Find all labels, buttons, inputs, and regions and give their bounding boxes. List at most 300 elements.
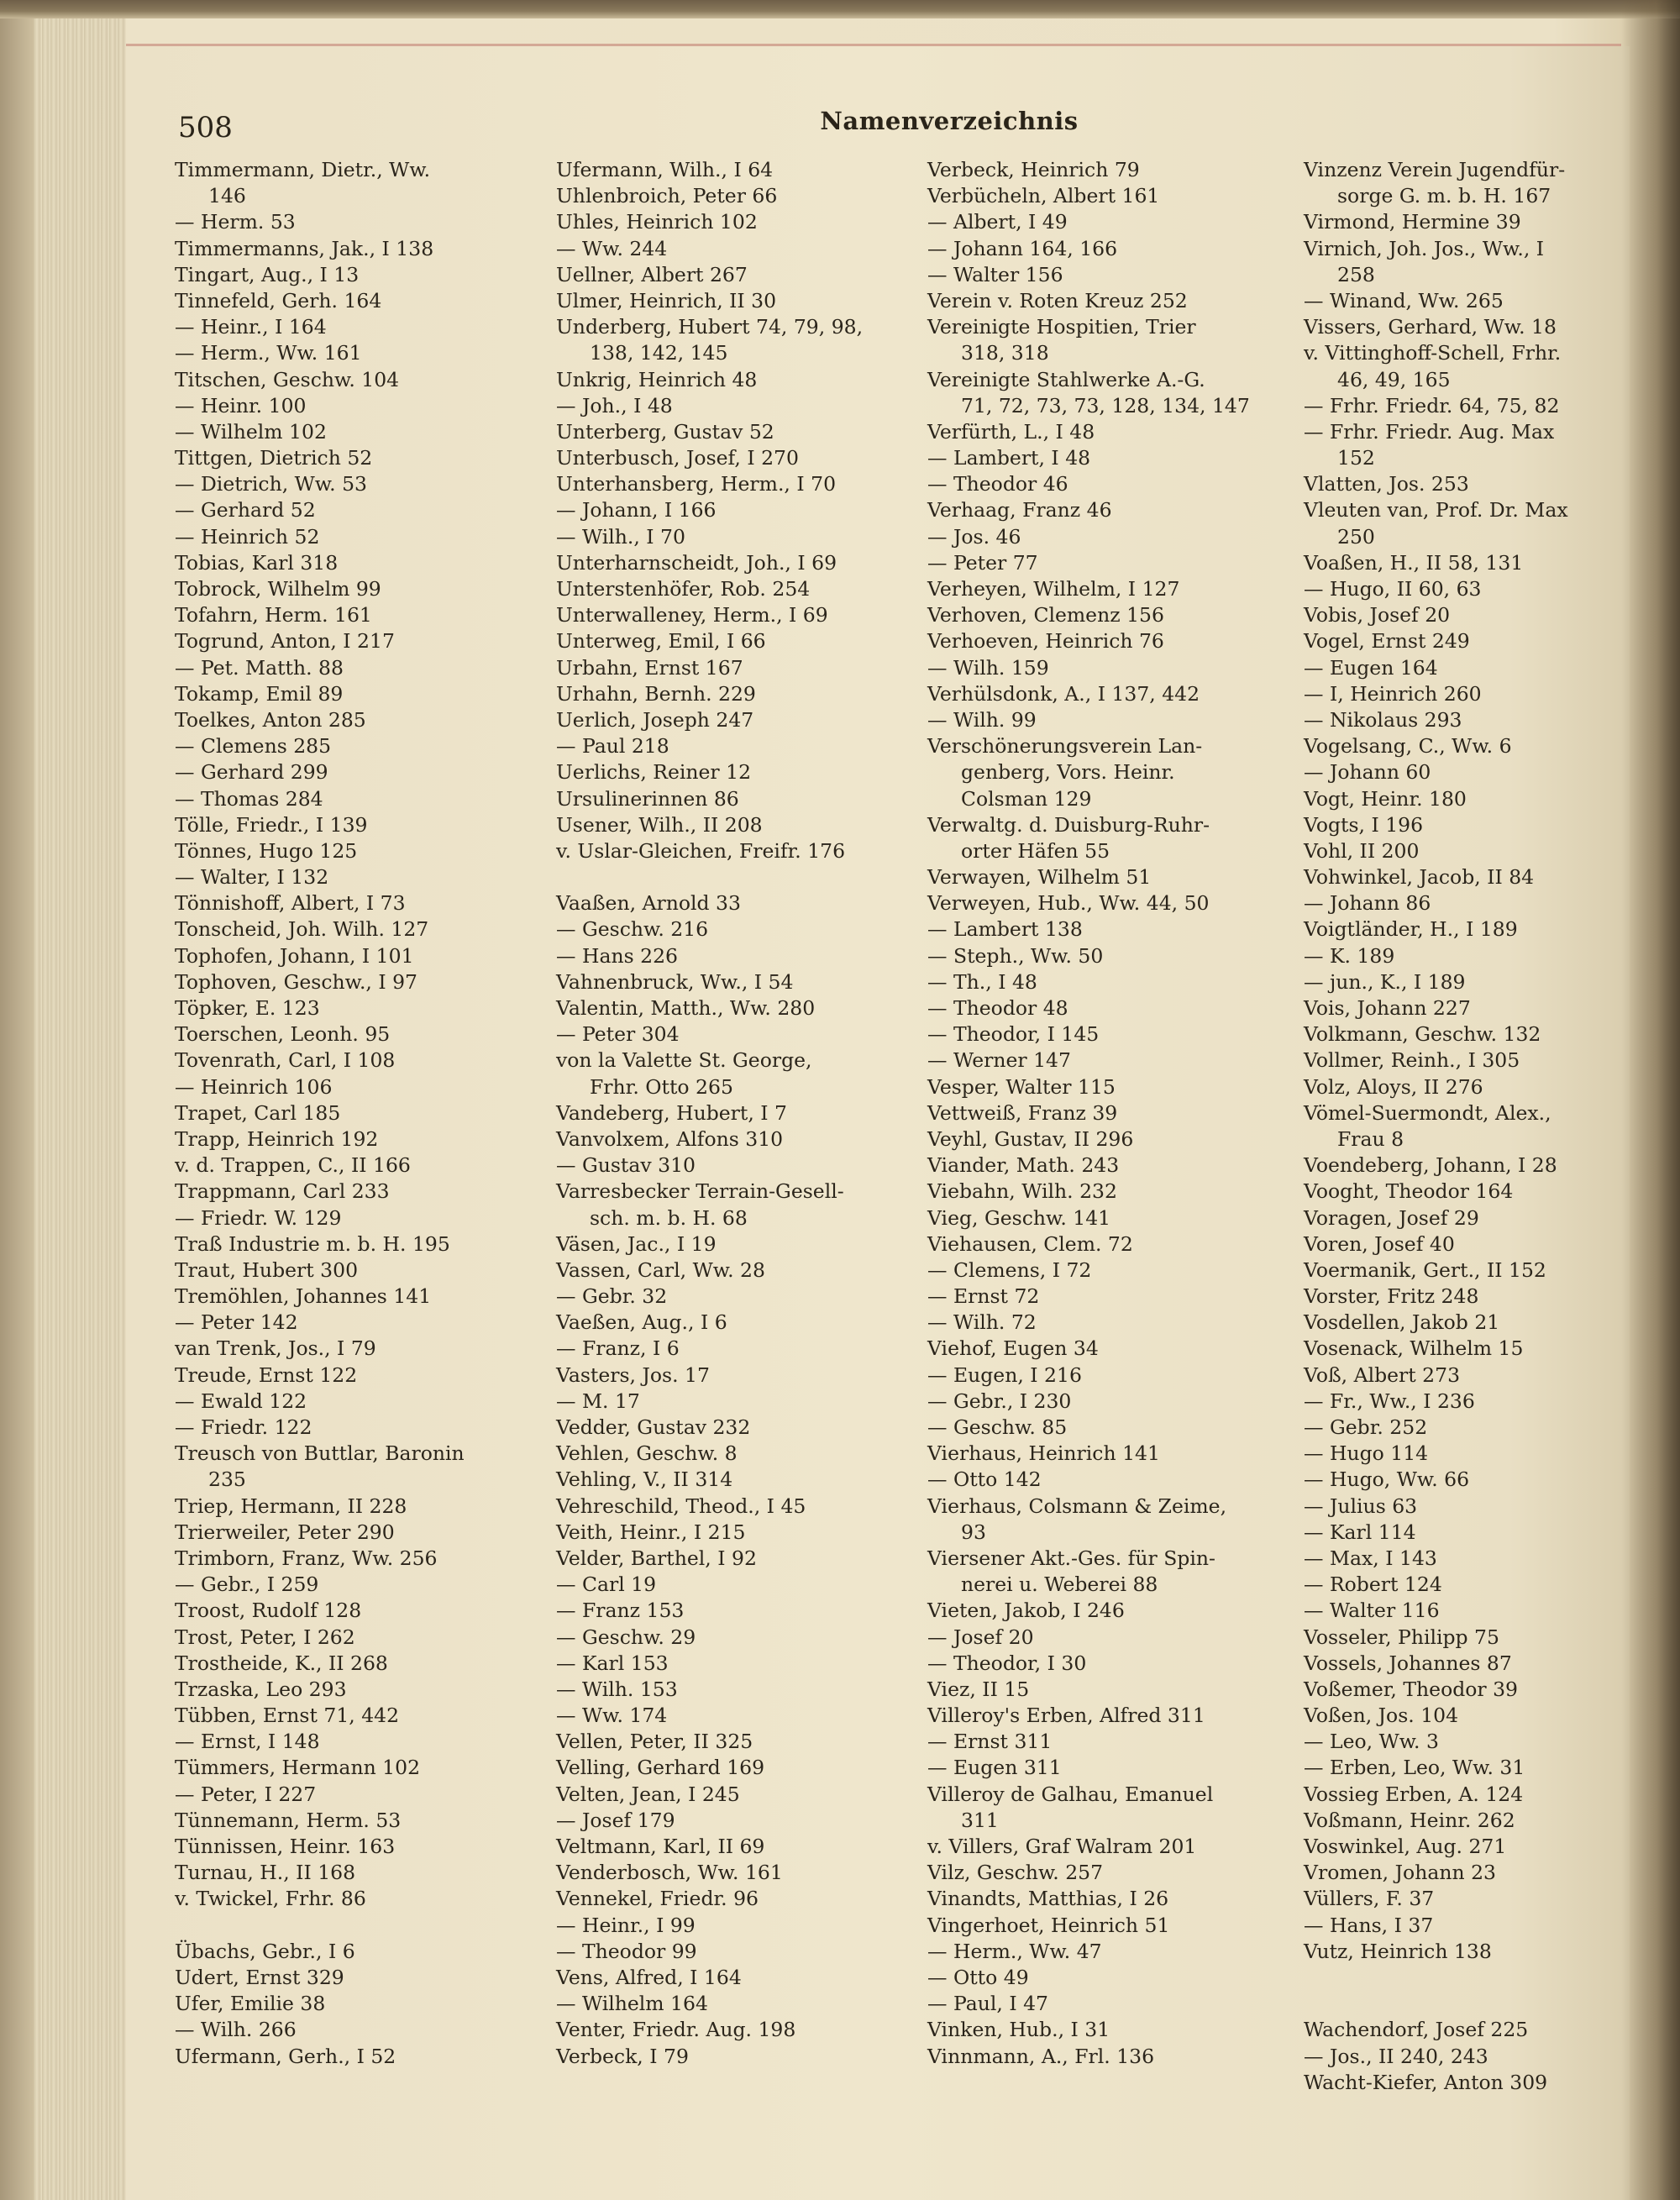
index-column-2: [556, 157, 926, 2070]
index-entry: — Franz, I 6: [556, 1336, 680, 1361]
index-entry: — Heinrich 52: [175, 524, 320, 549]
index-entry: Trapp, Heinrich 192: [175, 1126, 379, 1151]
index-entry: Vassen, Carl, Ww. 28: [556, 1258, 765, 1282]
index-entry: Väsen, Jac., I 19: [556, 1231, 717, 1256]
page-header-title: Namenverzeichnis: [820, 107, 1079, 135]
index-entry: Ufer, Emilie 38: [175, 1992, 326, 2016]
index-entry: Vlatten, Jos. 253: [1304, 472, 1469, 496]
index-entry: Verhoven, Clemenz 156: [927, 603, 1164, 627]
index-entry: — Theodor 99: [556, 1939, 697, 1963]
index-entry: Frau 8: [1337, 1126, 1404, 1151]
index-entry: Virnich, Joh. Jos., Ww., I: [1304, 236, 1545, 260]
index-entry: — Peter 142: [175, 1310, 298, 1335]
index-entry: Tobrock, Wilhelm 99: [175, 577, 381, 601]
index-entry: Voßemer, Theodor 39: [1304, 1677, 1519, 1701]
index-entry: Unkrig, Heinrich 48: [556, 367, 758, 391]
index-entry: Vüllers, F. 37: [1304, 1887, 1435, 1911]
index-entry: Vahnenbruck, Ww., I 54: [556, 969, 794, 994]
index-entry: — Ewald 122: [175, 1389, 307, 1413]
index-entry: — Geschw. 216: [556, 917, 709, 942]
index-entry: — Frhr. Friedr. 64, 75, 82: [1304, 393, 1560, 417]
index-entry: Vorster, Fritz 248: [1304, 1284, 1479, 1309]
index-entry: 235: [208, 1468, 246, 1492]
index-entry: 258: [1337, 262, 1375, 286]
index-entry: — Peter 77: [927, 550, 1038, 575]
index-entry: — Theodor, I 145: [927, 1022, 1100, 1047]
index-entry: — Jos., II 240, 243: [1304, 2044, 1488, 2068]
index-entry: Vaaßen, Arnold 33: [556, 891, 741, 916]
index-entry: Wachendorf, Josef 225: [1304, 2018, 1529, 2042]
index-entry: 318, 318: [961, 341, 1049, 365]
index-entry: — Wilh. 99: [927, 707, 1037, 732]
index-entry: Vehling, V., II 314: [556, 1468, 733, 1492]
index-entry: — Jos. 46: [927, 524, 1021, 549]
index-entry: Tittgen, Dietrich 52: [175, 446, 373, 470]
index-entry: — Walter 116: [1304, 1599, 1440, 1623]
index-entry: Timmermanns, Jak., I 138: [175, 236, 434, 260]
index-entry: Verweyen, Hub., Ww. 44, 50: [927, 891, 1210, 916]
index-entry: — Gebr. 252: [1304, 1415, 1428, 1439]
index-entry: Übachs, Gebr., I 6: [175, 1939, 355, 1963]
index-entry: orter Häfen 55: [961, 838, 1110, 863]
top-book-edge: [0, 0, 1680, 18]
index-entry: — Paul 218: [556, 734, 669, 759]
index-entry: Unterberg, Gustav 52: [556, 419, 774, 444]
index-entry: Vromen, Johann 23: [1304, 1861, 1496, 1885]
index-entry: Unterwalleney, Herm., I 69: [556, 603, 828, 627]
index-entry: — Eugen 311: [927, 1756, 1062, 1780]
index-entry: Tophoven, Geschw., I 97: [175, 969, 418, 994]
index-entry: — Joh., I 48: [556, 393, 673, 417]
index-entry: — Gebr., I 230: [927, 1389, 1072, 1413]
index-entry: — Johann 60: [1304, 760, 1431, 785]
index-entry: — Robert 124: [1304, 1573, 1442, 1597]
index-entry: Vömel-Suermondt, Alex.,: [1304, 1100, 1551, 1125]
index-entry: v. d. Trappen, C., II 166: [175, 1153, 411, 1178]
index-entry: — Walter 156: [927, 262, 1063, 286]
index-entry: — Ernst 72: [927, 1284, 1040, 1309]
index-column-3: [927, 157, 1297, 2070]
index-entry: Vossels, Johannes 87: [1304, 1651, 1512, 1675]
index-entry: Underberg, Hubert 74, 79, 98,: [556, 315, 864, 339]
index-entry: Verheyen, Wilhelm, I 127: [927, 577, 1180, 601]
index-entry: Verhaag, Franz 46: [927, 498, 1112, 522]
index-entry: Tremöhlen, Johannes 141: [175, 1284, 432, 1309]
index-entry: Toerschen, Leonh. 95: [175, 1022, 391, 1047]
index-entry: — Josef 179: [556, 1808, 675, 1832]
index-entry: — Friedr. 122: [175, 1415, 312, 1439]
index-entry: — Herm., Ww. 47: [927, 1939, 1102, 1963]
index-entry: — Herm., Ww. 161: [175, 341, 362, 365]
index-entry: 138, 142, 145: [590, 341, 728, 365]
index-entry: Viehausen, Clem. 72: [927, 1231, 1133, 1256]
index-entry: Vieg, Geschw. 141: [927, 1205, 1111, 1230]
index-entry: Voragen, Josef 29: [1304, 1205, 1479, 1230]
index-entry: Trost, Peter, I 262: [175, 1625, 355, 1649]
index-entry: Varresbecker Terrain-Gesell-: [556, 1179, 844, 1204]
index-entry: — Gerhard 299: [175, 760, 328, 785]
index-entry: — Hugo 114: [1304, 1441, 1429, 1466]
index-entry: — Th., I 48: [927, 969, 1037, 994]
index-entry: — Wilh. 153: [556, 1677, 678, 1701]
index-entry: — Albert, I 49: [927, 210, 1068, 234]
index-entry: Verhoeven, Heinrich 76: [927, 629, 1164, 654]
index-entry: Volz, Aloys, II 276: [1304, 1074, 1483, 1099]
index-entry: Vogts, I 196: [1304, 812, 1424, 837]
blank-line: [556, 864, 926, 890]
index-entry: Verfürth, L., I 48: [927, 419, 1095, 444]
index-entry: Usener, Wilh., II 208: [556, 812, 763, 837]
index-entry: — Karl 153: [556, 1651, 669, 1675]
page-top-rule: [126, 44, 1621, 46]
index-entry: — Theodor, I 30: [927, 1651, 1087, 1675]
index-entry: Vosseler, Philipp 75: [1304, 1625, 1499, 1649]
index-entry: Udert, Ernst 329: [175, 1965, 344, 1989]
index-entry: Trapet, Carl 185: [175, 1100, 341, 1125]
index-entry: — Wilh., I 70: [556, 524, 685, 549]
index-entry: Verbeck, I 79: [556, 2044, 689, 2068]
index-entry: — Heinrich 106: [175, 1074, 333, 1099]
index-entry: Veith, Heinr., I 215: [556, 1520, 746, 1544]
index-entry: — Johann 86: [1304, 891, 1431, 916]
index-entry: — Fr., Ww., I 236: [1304, 1389, 1475, 1413]
index-entry: Tobias, Karl 318: [175, 550, 339, 575]
index-entry: — Gerhard 52: [175, 498, 316, 522]
index-entry: — Clemens 285: [175, 734, 332, 759]
index-entry: Colsman 129: [961, 786, 1092, 811]
index-entry: Vohwinkel, Jacob, II 84: [1304, 865, 1535, 890]
index-entry: — Clemens, I 72: [927, 1258, 1092, 1282]
index-entry: Unterbusch, Josef, I 270: [556, 446, 799, 470]
index-entry: Voigtländer, H., I 189: [1304, 917, 1518, 942]
index-entry: Vogelsang, C., Ww. 6: [1304, 734, 1512, 759]
index-entry: Unterharnscheidt, Joh., I 69: [556, 550, 837, 575]
index-entry: Voaßen, H., II 58, 131: [1304, 550, 1524, 575]
index-entry: — Otto 142: [927, 1468, 1042, 1492]
index-entry: Urbahn, Ernst 167: [556, 655, 743, 680]
index-entry: Villeroy de Galhau, Emanuel: [927, 1782, 1214, 1806]
index-entry: v. Uslar-Gleichen, Freifr. 176: [556, 838, 846, 863]
index-entry: — Theodor 48: [927, 996, 1068, 1020]
index-entry: Vellen, Peter, II 325: [556, 1730, 753, 1754]
index-entry: Verhülsdonk, A., I 137, 442: [927, 681, 1200, 706]
index-entry: Traß Industrie m. b. H. 195: [175, 1231, 450, 1256]
index-entry: Vehreschild, Theod., I 45: [556, 1494, 806, 1518]
index-entry: Vinandts, Matthias, I 26: [927, 1887, 1169, 1911]
index-entry: Vobis, Josef 20: [1304, 603, 1451, 627]
index-entry: Valentin, Matth., Ww. 280: [556, 996, 816, 1020]
index-entry: Velder, Barthel, I 92: [556, 1546, 757, 1570]
index-column-1: [175, 157, 544, 2070]
index-entry: 71, 72, 73, 73, 128, 134, 147: [961, 393, 1250, 417]
index-entry: Vleuten van, Prof. Dr. Max: [1304, 498, 1568, 522]
index-entry: — Werner 147: [927, 1048, 1071, 1073]
index-entry: Verwaltg. d. Duisburg-Ruhr-: [927, 812, 1210, 837]
index-entry: — I, Heinrich 260: [1304, 681, 1482, 706]
index-entry: Villeroy's Erben, Alfred 311: [927, 1704, 1205, 1728]
index-entry: Trimborn, Franz, Ww. 256: [175, 1546, 438, 1570]
index-entry: Vosdellen, Jakob 21: [1304, 1310, 1500, 1335]
index-entry: Vohl, II 200: [1304, 838, 1420, 863]
index-entry: — Carl 19: [556, 1573, 657, 1597]
index-entry: Voswinkel, Aug. 271: [1304, 1835, 1507, 1858]
index-entry: Trappmann, Carl 233: [175, 1179, 390, 1204]
blank-line: [175, 1913, 544, 1939]
index-entry: Voermanik, Gert., II 152: [1304, 1258, 1546, 1282]
index-entry: Vutz, Heinrich 138: [1304, 1939, 1492, 1963]
index-entry: Voendeberg, Johann, I 28: [1304, 1153, 1557, 1178]
index-entry: — jun., K., I 189: [1304, 969, 1466, 994]
index-entry: — Dietrich, Ww. 53: [175, 472, 367, 496]
index-entry: Trzaska, Leo 293: [175, 1677, 347, 1701]
index-entry: Vossieg Erben, A. 124: [1304, 1782, 1524, 1806]
index-entry: Tinnefeld, Gerh. 164: [175, 288, 382, 312]
index-entry: Viez, II 15: [927, 1677, 1030, 1701]
index-entry: 152: [1337, 446, 1375, 470]
index-entry: Tovenrath, Carl, I 108: [175, 1048, 396, 1073]
index-entry: — Hans 226: [556, 943, 678, 968]
index-entry: Uhles, Heinrich 102: [556, 210, 758, 234]
index-entry: Verein v. Roten Kreuz 252: [927, 288, 1188, 312]
index-entry: Vogt, Heinr. 180: [1304, 786, 1467, 811]
index-entry: v. Vittinghoff-Schell, Frhr.: [1304, 341, 1562, 365]
index-entry: Tofahrn, Herm. 161: [175, 603, 372, 627]
index-entry: — Franz 153: [556, 1599, 685, 1623]
index-entry: — Gustav 310: [556, 1153, 696, 1178]
index-entry: 146: [208, 184, 246, 208]
index-entry: — Wilhelm 102: [175, 419, 327, 444]
index-entry: Troost, Rudolf 128: [175, 1599, 362, 1623]
index-entry: Vilz, Geschw. 257: [927, 1861, 1104, 1885]
index-entry: Viehof, Eugen 34: [927, 1336, 1099, 1361]
index-entry: Ulmer, Heinrich, II 30: [556, 288, 777, 312]
index-entry: Tönnes, Hugo 125: [175, 838, 358, 863]
index-entry: van Trenk, Jos., I 79: [175, 1336, 376, 1361]
page-number: 508: [178, 111, 233, 144]
index-entry: Ursulinerinnen 86: [556, 786, 739, 811]
index-entry: Veyhl, Gustav, II 296: [927, 1126, 1134, 1151]
index-entry: Tokamp, Emil 89: [175, 681, 344, 706]
index-entry: Tonscheid, Joh. Wilh. 127: [175, 917, 429, 942]
index-entry: — Karl 114: [1304, 1520, 1416, 1544]
index-entry: — Herm. 53: [175, 210, 296, 234]
index-entry: Verbeck, Heinrich 79: [927, 158, 1140, 181]
index-entry: 46, 49, 165: [1337, 367, 1451, 391]
index-entry: — Lambert 138: [927, 917, 1083, 942]
index-entry: Töpker, E. 123: [175, 996, 320, 1020]
index-entry: — Pet. Matth. 88: [175, 655, 344, 680]
index-entry: Turnau, H., II 168: [175, 1861, 356, 1885]
index-entry: — Johann 164, 166: [927, 236, 1118, 260]
index-entry: — Heinr. 100: [175, 393, 307, 417]
index-entry: Veltmann, Karl, II 69: [556, 1835, 765, 1858]
index-entry: Velling, Gerhard 169: [556, 1756, 765, 1780]
index-entry: Timmermann, Dietr., Ww.: [175, 158, 431, 181]
index-entry: Vereinigte Stahlwerke A.-G.: [927, 367, 1205, 391]
index-entry: — Eugen, I 216: [927, 1363, 1082, 1387]
index-entry: Uhlenbroich, Peter 66: [556, 184, 778, 208]
index-entry: — Gebr., I 259: [175, 1573, 319, 1597]
index-entry: 250: [1337, 524, 1375, 549]
index-entry: — Winand, Ww. 265: [1304, 288, 1504, 312]
index-entry: sch. m. b. H. 68: [590, 1205, 748, 1230]
index-entry: Unterstenhöfer, Rob. 254: [556, 577, 811, 601]
index-entry: Trierweiler, Peter 290: [175, 1520, 395, 1544]
index-entry: — Wilh. 266: [175, 2018, 297, 2042]
index-entry: — Lambert, I 48: [927, 446, 1091, 470]
index-entry: — Hans, I 37: [1304, 1913, 1434, 1937]
index-entry: Venter, Friedr. Aug. 198: [556, 2018, 796, 2042]
index-entry: — Gebr. 32: [556, 1284, 668, 1309]
index-entry: — Nikolaus 293: [1304, 707, 1462, 732]
blank-line: [1304, 1991, 1680, 2017]
index-entry: — Geschw. 29: [556, 1625, 696, 1649]
index-entry: — Leo, Ww. 3: [1304, 1730, 1439, 1754]
index-entry: Triep, Hermann, II 228: [175, 1494, 407, 1518]
index-entry: — Eugen 164: [1304, 655, 1438, 680]
index-entry: — Wilhelm 164: [556, 1992, 708, 2016]
index-entry: Tübben, Ernst 71, 442: [175, 1704, 400, 1728]
index-entry: Viander, Math. 243: [927, 1153, 1120, 1178]
index-entry: Vingerhoet, Heinrich 51: [927, 1913, 1170, 1937]
index-entry: — K. 189: [1304, 943, 1395, 968]
index-entry: — Ernst 311: [927, 1730, 1053, 1754]
index-entry: Tönnishoff, Albert, I 73: [175, 891, 406, 916]
index-entry: — Otto 49: [927, 1965, 1029, 1989]
index-column-4: [1304, 157, 1680, 2096]
index-entry: — Heinr., I 164: [175, 315, 327, 339]
index-entry: Venderbosch, Ww. 161: [556, 1861, 783, 1885]
index-entry: Urhahn, Bernh. 229: [556, 681, 756, 706]
index-entry: Vaeßen, Aug., I 6: [556, 1310, 727, 1335]
index-entry: Vogel, Ernst 249: [1304, 629, 1470, 654]
index-entry: Uellner, Albert 267: [556, 262, 748, 286]
index-entry: Voß, Albert 273: [1304, 1363, 1461, 1387]
index-entry: — Max, I 143: [1304, 1546, 1437, 1570]
index-entry: — Heinr., I 99: [556, 1913, 696, 1937]
index-entry: Voßmann, Heinr. 262: [1304, 1808, 1515, 1832]
index-entry: — Erben, Leo, Ww. 31: [1304, 1756, 1525, 1780]
index-entry: — Hugo, II 60, 63: [1304, 577, 1482, 601]
index-entry: Voren, Josef 40: [1304, 1231, 1455, 1256]
index-entry: 311: [961, 1808, 999, 1832]
index-entry: von la Valette St. George,: [556, 1048, 812, 1073]
index-entry: Vinken, Hub., I 31: [927, 2018, 1110, 2042]
index-entry: — Julius 63: [1304, 1494, 1418, 1518]
index-entry: Vollmer, Reinh., I 305: [1304, 1048, 1520, 1073]
index-entry: — Steph., Ww. 50: [927, 943, 1104, 968]
index-entry: Vennekel, Friedr. 96: [556, 1887, 759, 1911]
index-entry: Vinzenz Verein Jugendfür-: [1304, 158, 1566, 181]
index-entry: Virmond, Hermine 39: [1304, 210, 1521, 234]
index-entry: — Thomas 284: [175, 786, 323, 811]
index-entry: Vosenack, Wilhelm 15: [1304, 1336, 1524, 1361]
index-entry: — Ernst, I 148: [175, 1730, 320, 1754]
index-entry: Volkmann, Geschw. 132: [1304, 1022, 1541, 1047]
index-entry: Vanvolxem, Alfons 310: [556, 1126, 784, 1151]
index-entry: Ufermann, Wilh., I 64: [556, 158, 774, 181]
index-entry: Viersener Akt.-Ges. für Spin-: [927, 1546, 1215, 1570]
index-entry: Voßen, Jos. 104: [1304, 1704, 1459, 1728]
index-entry: — Geschw. 85: [927, 1415, 1068, 1439]
index-entry: nerei u. Weberei 88: [961, 1573, 1158, 1597]
index-entry: Vettweiß, Franz 39: [927, 1100, 1118, 1125]
index-entry: Togrund, Anton, I 217: [175, 629, 395, 654]
index-entry: Treude, Ernst 122: [175, 1363, 358, 1387]
blank-line: [1304, 1965, 1680, 1991]
index-entry: — Paul, I 47: [927, 1992, 1048, 2016]
index-entry: Unterweg, Emil, I 66: [556, 629, 766, 654]
index-entry: Uerlichs, Reiner 12: [556, 760, 752, 785]
index-entry: Vierhaus, Colsmann & Zeime,: [927, 1494, 1227, 1518]
index-entry: — Walter, I 132: [175, 865, 329, 890]
index-entry: — Friedr. W. 129: [175, 1205, 342, 1230]
index-entry: Tölle, Friedr., I 139: [175, 812, 368, 837]
index-entry: Toelkes, Anton 285: [175, 707, 366, 732]
index-entry: Wacht-Kiefer, Anton 309: [1304, 2070, 1548, 2094]
index-entry: Vooght, Theodor 164: [1304, 1179, 1514, 1204]
index-entry: Verbücheln, Albert 161: [927, 184, 1160, 208]
index-entry: Vieten, Jakob, I 246: [927, 1599, 1125, 1623]
index-entry: Tünnemann, Herm. 53: [175, 1808, 402, 1832]
index-entry: v. Villers, Graf Walram 201: [927, 1835, 1197, 1858]
index-entry: Verwayen, Wilhelm 51: [927, 865, 1152, 890]
index-entry: Vens, Alfred, I 164: [556, 1965, 742, 1989]
index-entry: Verschönerungsverein Lan-: [927, 734, 1203, 759]
index-entry: — Peter 304: [556, 1022, 680, 1047]
index-entry: Vehlen, Geschw. 8: [556, 1441, 738, 1466]
index-entry: Tünnissen, Heinr. 163: [175, 1835, 396, 1858]
index-entry: 93: [961, 1520, 986, 1544]
index-entry: Vandeberg, Hubert, I 7: [556, 1100, 787, 1125]
index-entry: Tingart, Aug., I 13: [175, 262, 360, 286]
index-entry: Frhr. Otto 265: [590, 1074, 733, 1099]
index-entry: genberg, Vors. Heinr.: [961, 760, 1175, 785]
index-entry: Vois, Johann 227: [1304, 996, 1471, 1020]
index-entry: — M. 17: [556, 1389, 640, 1413]
index-entry: Ufermann, Gerh., I 52: [175, 2044, 396, 2068]
index-entry: Unterhansberg, Herm., I 70: [556, 472, 837, 496]
index-entry: Traut, Hubert 300: [175, 1258, 359, 1282]
index-entry: — Ww. 174: [556, 1704, 668, 1728]
index-entry: — Wilh. 159: [927, 655, 1049, 680]
index-entry: Vedder, Gustav 232: [556, 1415, 751, 1439]
index-entry: Tümmers, Hermann 102: [175, 1756, 421, 1780]
index-entry: Tophofen, Johann, I 101: [175, 943, 414, 968]
index-entry: — Theodor 46: [927, 472, 1068, 496]
index-entry: — Frhr. Friedr. Aug. Max: [1304, 419, 1555, 444]
index-entry: Velten, Jean, I 245: [556, 1782, 740, 1806]
index-entry: — Peter, I 227: [175, 1782, 317, 1806]
index-entry: Vesper, Walter 115: [927, 1074, 1116, 1099]
index-entry: v. Twickel, Frhr. 86: [175, 1887, 366, 1911]
index-entry: sorge G. m. b. H. 167: [1337, 184, 1551, 208]
index-entry: — Hugo, Ww. 66: [1304, 1468, 1470, 1492]
index-entry: Vissers, Gerhard, Ww. 18: [1304, 315, 1557, 339]
index-entry: — Ww. 244: [556, 236, 668, 260]
index-entry: — Josef 20: [927, 1625, 1034, 1649]
index-entry: Vereinigte Hospitien, Trier: [927, 315, 1196, 339]
index-entry: Vinnmann, A., Frl. 136: [927, 2044, 1155, 2068]
index-entry: — Wilh. 72: [927, 1310, 1037, 1335]
index-entry: Vierhaus, Heinrich 141: [927, 1441, 1160, 1466]
index-entry: Trostheide, K., II 268: [175, 1651, 388, 1675]
index-entry: Titschen, Geschw. 104: [175, 367, 400, 391]
index-entry: — Johann, I 166: [556, 498, 717, 522]
index-entry: Uerlich, Joseph 247: [556, 707, 754, 732]
index-entry: Vasters, Jos. 17: [556, 1363, 710, 1387]
index-entry: Viebahn, Wilh. 232: [927, 1179, 1117, 1204]
